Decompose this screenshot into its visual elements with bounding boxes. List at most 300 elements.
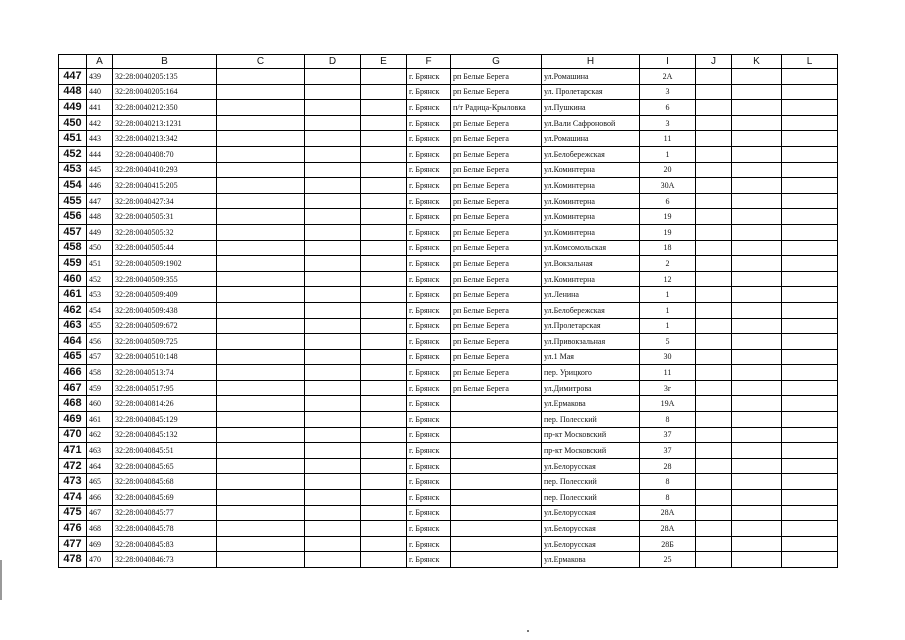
cell-g[interactable]: рп Белые Берега xyxy=(451,131,542,147)
cell-g[interactable] xyxy=(451,443,542,459)
cell-g[interactable]: п/т Радица-Крыловка xyxy=(451,100,542,116)
cell-a[interactable]: 440 xyxy=(87,84,113,100)
cell-k[interactable] xyxy=(732,162,782,178)
cell-k[interactable] xyxy=(732,131,782,147)
cell-j[interactable] xyxy=(696,193,732,209)
cell-a[interactable]: 464 xyxy=(87,458,113,474)
cell-a[interactable]: 448 xyxy=(87,209,113,225)
row-number-cell[interactable]: 456 xyxy=(59,209,87,225)
cell-l[interactable] xyxy=(782,84,838,100)
cell-l[interactable] xyxy=(782,490,838,506)
cell-k[interactable] xyxy=(732,474,782,490)
cell-a[interactable]: 442 xyxy=(87,115,113,131)
cell-f[interactable]: г. Брянск xyxy=(407,178,451,194)
row-number-cell[interactable]: 449 xyxy=(59,100,87,116)
cell-c[interactable] xyxy=(217,536,305,552)
row-number-cell[interactable]: 447 xyxy=(59,69,87,85)
row-number-cell[interactable]: 454 xyxy=(59,178,87,194)
row-number-cell[interactable]: 464 xyxy=(59,334,87,350)
cell-c[interactable] xyxy=(217,458,305,474)
cell-l[interactable] xyxy=(782,318,838,334)
cell-i[interactable]: 19 xyxy=(640,209,696,225)
cell-g[interactable]: рп Белые Берега xyxy=(451,271,542,287)
cell-i[interactable]: 3г xyxy=(640,380,696,396)
cell-a[interactable]: 466 xyxy=(87,490,113,506)
cell-d[interactable] xyxy=(305,365,361,381)
cell-c[interactable] xyxy=(217,115,305,131)
row-number-cell[interactable]: 453 xyxy=(59,162,87,178)
cell-g[interactable]: рп Белые Берега xyxy=(451,256,542,272)
cell-c[interactable] xyxy=(217,131,305,147)
cell-g[interactable]: рп Белые Берега xyxy=(451,287,542,303)
cell-l[interactable] xyxy=(782,209,838,225)
cell-b[interactable]: 32:28:0040845:51 xyxy=(113,443,217,459)
cell-k[interactable] xyxy=(732,365,782,381)
row-number-cell[interactable]: 461 xyxy=(59,287,87,303)
cell-c[interactable] xyxy=(217,178,305,194)
row-number-cell[interactable]: 468 xyxy=(59,396,87,412)
cell-j[interactable] xyxy=(696,412,732,428)
cell-b[interactable]: 32:28:0040410:293 xyxy=(113,162,217,178)
cell-a[interactable]: 451 xyxy=(87,256,113,272)
cell-g[interactable] xyxy=(451,474,542,490)
cell-j[interactable] xyxy=(696,318,732,334)
cell-c[interactable] xyxy=(217,380,305,396)
cell-j[interactable] xyxy=(696,380,732,396)
cell-a[interactable]: 455 xyxy=(87,318,113,334)
cell-h[interactable]: ул.Коминтерна xyxy=(542,224,640,240)
cell-b[interactable]: 32:28:0040509:409 xyxy=(113,287,217,303)
cell-f[interactable]: г. Брянск xyxy=(407,505,451,521)
cell-h[interactable]: ул.Ермакова xyxy=(542,552,640,568)
cell-k[interactable] xyxy=(732,178,782,194)
cell-f[interactable]: г. Брянск xyxy=(407,69,451,85)
cell-h[interactable]: ул.Коминтерна xyxy=(542,209,640,225)
cell-g[interactable]: рп Белые Берега xyxy=(451,84,542,100)
cell-d[interactable] xyxy=(305,287,361,303)
cell-b[interactable]: 32:28:0040513:74 xyxy=(113,365,217,381)
cell-j[interactable] xyxy=(696,349,732,365)
row-number-cell[interactable]: 470 xyxy=(59,427,87,443)
cell-d[interactable] xyxy=(305,505,361,521)
cell-k[interactable] xyxy=(732,349,782,365)
cell-e[interactable] xyxy=(361,318,407,334)
cell-f[interactable]: г. Брянск xyxy=(407,256,451,272)
cell-d[interactable] xyxy=(305,84,361,100)
cell-j[interactable] xyxy=(696,458,732,474)
cell-h[interactable]: ул.Ленина xyxy=(542,287,640,303)
cell-l[interactable] xyxy=(782,302,838,318)
cell-j[interactable] xyxy=(696,115,732,131)
cell-j[interactable] xyxy=(696,490,732,506)
cell-k[interactable] xyxy=(732,287,782,303)
cell-j[interactable] xyxy=(696,100,732,116)
cell-e[interactable] xyxy=(361,256,407,272)
cell-d[interactable] xyxy=(305,380,361,396)
cell-f[interactable]: г. Брянск xyxy=(407,271,451,287)
cell-e[interactable] xyxy=(361,84,407,100)
cell-c[interactable] xyxy=(217,100,305,116)
cell-k[interactable] xyxy=(732,302,782,318)
cell-c[interactable] xyxy=(217,318,305,334)
cell-g[interactable]: рп Белые Берега xyxy=(451,240,542,256)
cell-b[interactable]: 32:28:0040509:672 xyxy=(113,318,217,334)
cell-k[interactable] xyxy=(732,146,782,162)
column-header-f[interactable]: F xyxy=(407,55,451,69)
cell-e[interactable] xyxy=(361,100,407,116)
cell-e[interactable] xyxy=(361,505,407,521)
row-number-cell[interactable]: 474 xyxy=(59,490,87,506)
cell-i[interactable]: 8 xyxy=(640,412,696,428)
cell-g[interactable] xyxy=(451,458,542,474)
cell-h[interactable]: ул.Комсомольская xyxy=(542,240,640,256)
cell-e[interactable] xyxy=(361,521,407,537)
cell-f[interactable]: г. Брянск xyxy=(407,209,451,225)
cell-f[interactable]: г. Брянск xyxy=(407,100,451,116)
cell-b[interactable]: 32:28:0040845:83 xyxy=(113,536,217,552)
cell-f[interactable]: г. Брянск xyxy=(407,521,451,537)
cell-f[interactable]: г. Брянск xyxy=(407,131,451,147)
cell-f[interactable]: г. Брянск xyxy=(407,412,451,428)
cell-e[interactable] xyxy=(361,458,407,474)
cell-k[interactable] xyxy=(732,552,782,568)
cell-h[interactable]: ул.Белорусская xyxy=(542,505,640,521)
cell-c[interactable] xyxy=(217,224,305,240)
cell-h[interactable]: пер. Полесский xyxy=(542,490,640,506)
cell-b[interactable]: 32:28:0040205:164 xyxy=(113,84,217,100)
cell-c[interactable] xyxy=(217,271,305,287)
cell-d[interactable] xyxy=(305,178,361,194)
cell-a[interactable]: 465 xyxy=(87,474,113,490)
cell-d[interactable] xyxy=(305,521,361,537)
cell-b[interactable]: 32:28:0040845:129 xyxy=(113,412,217,428)
cell-c[interactable] xyxy=(217,474,305,490)
cell-e[interactable] xyxy=(361,552,407,568)
cell-i[interactable]: 1 xyxy=(640,318,696,334)
cell-j[interactable] xyxy=(696,474,732,490)
cell-j[interactable] xyxy=(696,552,732,568)
cell-j[interactable] xyxy=(696,131,732,147)
column-header-h[interactable]: H xyxy=(542,55,640,69)
cell-d[interactable] xyxy=(305,443,361,459)
column-header-d[interactable]: D xyxy=(305,55,361,69)
cell-l[interactable] xyxy=(782,536,838,552)
cell-d[interactable] xyxy=(305,458,361,474)
cell-g[interactable]: рп Белые Берега xyxy=(451,349,542,365)
cell-d[interactable] xyxy=(305,302,361,318)
cell-d[interactable] xyxy=(305,474,361,490)
cell-a[interactable]: 447 xyxy=(87,193,113,209)
cell-a[interactable]: 446 xyxy=(87,178,113,194)
cell-b[interactable]: 32:28:0040846:73 xyxy=(113,552,217,568)
cell-h[interactable]: ул.1 Мая xyxy=(542,349,640,365)
cell-f[interactable]: г. Брянск xyxy=(407,552,451,568)
cell-h[interactable]: пер. Урицкого xyxy=(542,365,640,381)
cell-c[interactable] xyxy=(217,365,305,381)
cell-h[interactable]: ул.Коминтерна xyxy=(542,271,640,287)
cell-b[interactable]: 32:28:0040814:26 xyxy=(113,396,217,412)
cell-e[interactable] xyxy=(361,240,407,256)
cell-l[interactable] xyxy=(782,100,838,116)
cell-l[interactable] xyxy=(782,162,838,178)
cell-e[interactable] xyxy=(361,302,407,318)
cell-h[interactable]: ул.Коминтерна xyxy=(542,162,640,178)
cell-k[interactable] xyxy=(732,458,782,474)
cell-h[interactable]: ул.Вокзальная xyxy=(542,256,640,272)
cell-c[interactable] xyxy=(217,162,305,178)
cell-l[interactable] xyxy=(782,256,838,272)
cell-j[interactable] xyxy=(696,505,732,521)
cell-l[interactable] xyxy=(782,287,838,303)
cell-g[interactable]: рп Белые Берега xyxy=(451,318,542,334)
cell-l[interactable] xyxy=(782,349,838,365)
cell-j[interactable] xyxy=(696,224,732,240)
cell-b[interactable]: 32:28:0040205:135 xyxy=(113,69,217,85)
cell-a[interactable]: 441 xyxy=(87,100,113,116)
cell-d[interactable] xyxy=(305,490,361,506)
cell-i[interactable]: 28А xyxy=(640,505,696,521)
cell-e[interactable] xyxy=(361,146,407,162)
cell-j[interactable] xyxy=(696,209,732,225)
cell-f[interactable]: г. Брянск xyxy=(407,458,451,474)
cell-i[interactable]: 19А xyxy=(640,396,696,412)
corner-cell[interactable] xyxy=(59,55,87,69)
cell-a[interactable]: 457 xyxy=(87,349,113,365)
cell-g[interactable]: рп Белые Берега xyxy=(451,302,542,318)
cell-a[interactable]: 461 xyxy=(87,412,113,428)
cell-i[interactable]: 1 xyxy=(640,302,696,318)
row-number-cell[interactable]: 467 xyxy=(59,380,87,396)
cell-a[interactable]: 468 xyxy=(87,521,113,537)
cell-b[interactable]: 32:28:0040408:70 xyxy=(113,146,217,162)
cell-c[interactable] xyxy=(217,240,305,256)
cell-f[interactable]: г. Брянск xyxy=(407,84,451,100)
cell-b[interactable]: 32:28:0040509:438 xyxy=(113,302,217,318)
row-number-cell[interactable]: 469 xyxy=(59,412,87,428)
cell-f[interactable]: г. Брянск xyxy=(407,474,451,490)
cell-i[interactable]: 37 xyxy=(640,443,696,459)
cell-i[interactable]: 30 xyxy=(640,349,696,365)
cell-f[interactable]: г. Брянск xyxy=(407,396,451,412)
cell-g[interactable] xyxy=(451,412,542,428)
cell-f[interactable]: г. Брянск xyxy=(407,490,451,506)
cell-g[interactable]: рп Белые Берега xyxy=(451,146,542,162)
cell-d[interactable] xyxy=(305,536,361,552)
cell-a[interactable]: 459 xyxy=(87,380,113,396)
cell-a[interactable]: 453 xyxy=(87,287,113,303)
cell-d[interactable] xyxy=(305,146,361,162)
cell-e[interactable] xyxy=(361,209,407,225)
cell-a[interactable]: 449 xyxy=(87,224,113,240)
cell-i[interactable]: 37 xyxy=(640,427,696,443)
cell-e[interactable] xyxy=(361,380,407,396)
cell-d[interactable] xyxy=(305,396,361,412)
cell-h[interactable]: ул.Вали Сафроновой xyxy=(542,115,640,131)
cell-d[interactable] xyxy=(305,131,361,147)
cell-c[interactable] xyxy=(217,396,305,412)
cell-i[interactable]: 2А xyxy=(640,69,696,85)
cell-f[interactable]: г. Брянск xyxy=(407,224,451,240)
row-number-cell[interactable]: 459 xyxy=(59,256,87,272)
cell-j[interactable] xyxy=(696,178,732,194)
cell-j[interactable] xyxy=(696,427,732,443)
cell-h[interactable]: пер. Полесский xyxy=(542,412,640,428)
cell-c[interactable] xyxy=(217,552,305,568)
cell-f[interactable]: г. Брянск xyxy=(407,443,451,459)
cell-c[interactable] xyxy=(217,521,305,537)
cell-l[interactable] xyxy=(782,443,838,459)
cell-g[interactable] xyxy=(451,505,542,521)
cell-e[interactable] xyxy=(361,536,407,552)
cell-i[interactable]: 6 xyxy=(640,193,696,209)
cell-k[interactable] xyxy=(732,271,782,287)
row-number-cell[interactable]: 451 xyxy=(59,131,87,147)
cell-e[interactable] xyxy=(361,349,407,365)
cell-k[interactable] xyxy=(732,224,782,240)
cell-h[interactable]: ул.Белорусская xyxy=(542,458,640,474)
cell-b[interactable]: 32:28:0040212:350 xyxy=(113,100,217,116)
cell-k[interactable] xyxy=(732,443,782,459)
cell-g[interactable]: рп Белые Берега xyxy=(451,115,542,131)
cell-b[interactable]: 32:28:0040505:44 xyxy=(113,240,217,256)
cell-d[interactable] xyxy=(305,256,361,272)
cell-i[interactable]: 3 xyxy=(640,84,696,100)
cell-l[interactable] xyxy=(782,131,838,147)
cell-k[interactable] xyxy=(732,115,782,131)
cell-l[interactable] xyxy=(782,146,838,162)
cell-l[interactable] xyxy=(782,412,838,428)
cell-g[interactable] xyxy=(451,396,542,412)
cell-e[interactable] xyxy=(361,224,407,240)
cell-b[interactable]: 32:28:0040845:69 xyxy=(113,490,217,506)
cell-k[interactable] xyxy=(732,240,782,256)
row-number-cell[interactable]: 473 xyxy=(59,474,87,490)
cell-a[interactable]: 439 xyxy=(87,69,113,85)
cell-h[interactable]: ул.Белобережская xyxy=(542,302,640,318)
cell-f[interactable]: г. Брянск xyxy=(407,193,451,209)
row-number-cell[interactable]: 458 xyxy=(59,240,87,256)
cell-c[interactable] xyxy=(217,302,305,318)
cell-d[interactable] xyxy=(305,552,361,568)
cell-l[interactable] xyxy=(782,271,838,287)
cell-g[interactable] xyxy=(451,552,542,568)
cell-j[interactable] xyxy=(696,146,732,162)
cell-d[interactable] xyxy=(305,100,361,116)
cell-a[interactable]: 450 xyxy=(87,240,113,256)
cell-f[interactable]: г. Брянск xyxy=(407,334,451,350)
cell-e[interactable] xyxy=(361,69,407,85)
cell-b[interactable]: 32:28:0040509:355 xyxy=(113,271,217,287)
cell-h[interactable]: ул. Пролетарская xyxy=(542,84,640,100)
cell-j[interactable] xyxy=(696,334,732,350)
cell-e[interactable] xyxy=(361,443,407,459)
cell-b[interactable]: 32:28:0040213:1231 xyxy=(113,115,217,131)
cell-e[interactable] xyxy=(361,427,407,443)
cell-d[interactable] xyxy=(305,412,361,428)
cell-k[interactable] xyxy=(732,334,782,350)
cell-j[interactable] xyxy=(696,162,732,178)
cell-g[interactable]: рп Белые Берега xyxy=(451,178,542,194)
cell-c[interactable] xyxy=(217,256,305,272)
cell-g[interactable] xyxy=(451,536,542,552)
cell-e[interactable] xyxy=(361,271,407,287)
cell-f[interactable]: г. Брянск xyxy=(407,349,451,365)
cell-a[interactable]: 467 xyxy=(87,505,113,521)
cell-h[interactable]: ул.Белобережская xyxy=(542,146,640,162)
cell-j[interactable] xyxy=(696,287,732,303)
cell-c[interactable] xyxy=(217,146,305,162)
cell-d[interactable] xyxy=(305,69,361,85)
cell-k[interactable] xyxy=(732,256,782,272)
cell-i[interactable]: 30А xyxy=(640,178,696,194)
cell-h[interactable]: пр-кт Московский xyxy=(542,443,640,459)
cell-j[interactable] xyxy=(696,240,732,256)
cell-g[interactable]: рп Белые Берега xyxy=(451,69,542,85)
cell-d[interactable] xyxy=(305,334,361,350)
cell-j[interactable] xyxy=(696,256,732,272)
cell-j[interactable] xyxy=(696,396,732,412)
row-number-cell[interactable]: 457 xyxy=(59,224,87,240)
row-number-cell[interactable]: 460 xyxy=(59,271,87,287)
column-header-b[interactable]: B xyxy=(113,55,217,69)
cell-l[interactable] xyxy=(782,521,838,537)
cell-b[interactable]: 32:28:0040213:342 xyxy=(113,131,217,147)
cell-c[interactable] xyxy=(217,69,305,85)
cell-i[interactable]: 12 xyxy=(640,271,696,287)
cell-d[interactable] xyxy=(305,224,361,240)
cell-a[interactable]: 452 xyxy=(87,271,113,287)
cell-l[interactable] xyxy=(782,380,838,396)
cell-i[interactable]: 6 xyxy=(640,100,696,116)
cell-l[interactable] xyxy=(782,396,838,412)
cell-f[interactable]: г. Брянск xyxy=(407,146,451,162)
cell-a[interactable]: 469 xyxy=(87,536,113,552)
cell-b[interactable]: 32:28:0040845:68 xyxy=(113,474,217,490)
cell-b[interactable]: 32:28:0040415:205 xyxy=(113,178,217,194)
cell-e[interactable] xyxy=(361,474,407,490)
cell-f[interactable]: г. Брянск xyxy=(407,115,451,131)
cell-k[interactable] xyxy=(732,380,782,396)
row-number-cell[interactable]: 455 xyxy=(59,193,87,209)
cell-d[interactable] xyxy=(305,115,361,131)
cell-e[interactable] xyxy=(361,365,407,381)
cell-c[interactable] xyxy=(217,412,305,428)
cell-g[interactable]: рп Белые Берега xyxy=(451,380,542,396)
cell-e[interactable] xyxy=(361,178,407,194)
cell-d[interactable] xyxy=(305,193,361,209)
cell-h[interactable]: ул.Ромашина xyxy=(542,69,640,85)
cell-j[interactable] xyxy=(696,302,732,318)
cell-b[interactable]: 32:28:0040845:132 xyxy=(113,427,217,443)
cell-a[interactable]: 443 xyxy=(87,131,113,147)
column-header-a[interactable]: A xyxy=(87,55,113,69)
cell-g[interactable]: рп Белые Берега xyxy=(451,209,542,225)
cell-j[interactable] xyxy=(696,271,732,287)
cell-l[interactable] xyxy=(782,193,838,209)
cell-e[interactable] xyxy=(361,287,407,303)
cell-f[interactable]: г. Брянск xyxy=(407,365,451,381)
cell-d[interactable] xyxy=(305,427,361,443)
cell-i[interactable]: 28Б xyxy=(640,536,696,552)
cell-g[interactable] xyxy=(451,490,542,506)
cell-k[interactable] xyxy=(732,84,782,100)
cell-b[interactable]: 32:28:0040510:148 xyxy=(113,349,217,365)
cell-b[interactable]: 32:28:0040427:34 xyxy=(113,193,217,209)
cell-c[interactable] xyxy=(217,84,305,100)
cell-h[interactable]: ул.Коминтерна xyxy=(542,178,640,194)
cell-l[interactable] xyxy=(782,69,838,85)
cell-i[interactable]: 28А xyxy=(640,521,696,537)
